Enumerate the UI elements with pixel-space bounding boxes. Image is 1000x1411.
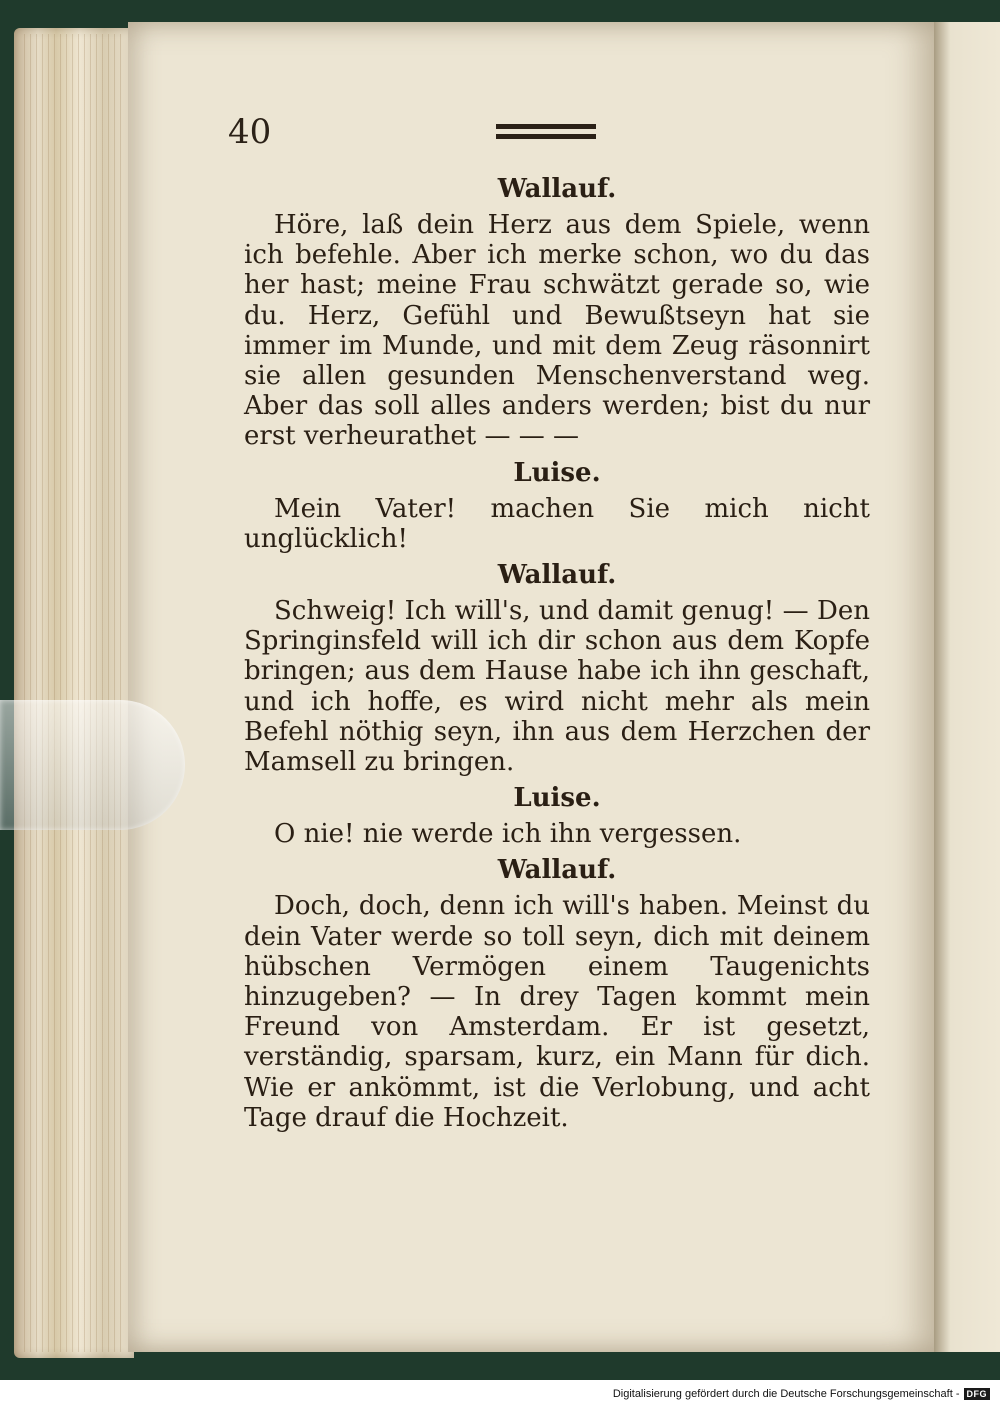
page-edge-lines [24,34,124,1352]
speech-text: Höre, laß dein Herz aus dem Spiele, wenn ich befehle. Aber ich merke schon, wo du das her hast; meine Frau schwätzt gerade so, wie du. Herz, Gefühl und Bewußtseyn hat sie immer im Munde, und mit dem Zeug räsonnirt sie allen gesunden Menschenverstand weg. Aber das soll alles anders werden; bist du nur erst verheurathet — — — [244,210,870,452]
speech-text: Schweig! Ich will's, und damit genug! — Den Springinsfeld will ich dir schon aus dem Kopfe bringen; aus dem Hause habe ich ihn geschaft, und ich hoffe, es wird nicht mehr als mein Befehl nöthig seyn, ihn aus dem Herzchen der Mamsell zu bringen. [244,596,870,778]
dialogue-text [244,168,870,1133]
funding-text: Digitalisierung gefördert durch die Deutsche Forschungsgemeinschaft - [612,1388,960,1400]
speaker-name: Wallauf. [497,174,617,204]
speech-text: Doch, doch, denn ich will's haben. Meinst du dein Vater werde so toll seyn, dich mit deinem hübschen Vermögen einem Taugenichts hinzugeben? — In drey Tagen kommt mein Freund von Amsterdam. Er ist gesetzt, verständig, sparsam, kurz, ein Mann für dich. Wie er ankömmt, ist die Verlobung, und acht Tage drauf die Hochzeit. [244,891,870,1133]
speaker-name: Luise. [513,457,601,488]
speaker-name: Luise. [513,783,601,814]
ornament-rule [496,124,596,129]
funding-footer [613,1388,990,1400]
speaker-name: Wallauf. [497,560,617,591]
header-ornament [496,124,596,144]
speaker-name: Wallauf. [497,855,617,886]
dialogue-block [244,560,870,777]
glass-bookmark [0,700,185,830]
dialogue-block [244,174,870,452]
dialogue-block [244,783,870,849]
speech-text: O nie! nie werde ich ihn vergessen. [274,819,742,850]
dialogue-block [244,458,870,554]
page-number: 40 [228,112,272,152]
speech-text: Mein Vater! machen Sie mich nicht unglücklich! [244,493,870,554]
ornament-rule [496,134,596,139]
dialogue-block [244,855,870,1133]
dfg-logo: DFG [964,1388,991,1400]
facing-page-edge [934,22,1000,1352]
